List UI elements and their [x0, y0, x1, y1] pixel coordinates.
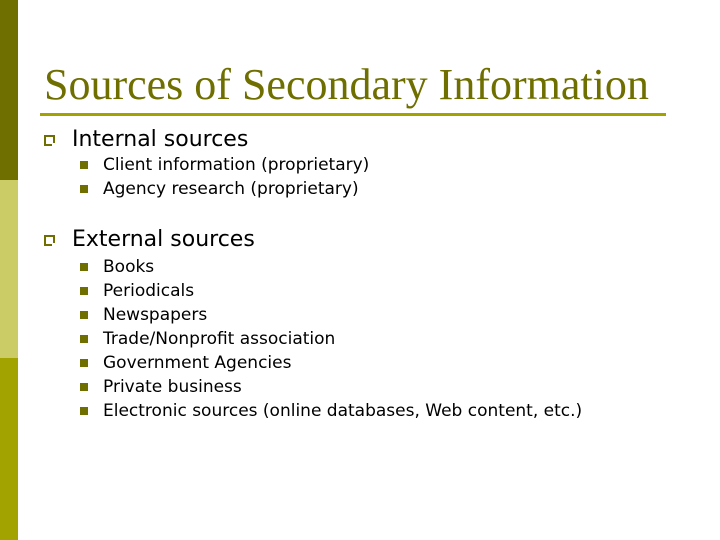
list-item-text: Newspapers: [103, 305, 208, 325]
list-item-text: Agency research (proprietary): [103, 179, 359, 199]
filled-square-bullet-icon: [80, 263, 88, 271]
side-accent-bar-bottom: [0, 358, 18, 540]
filled-square-bullet-icon: [80, 185, 88, 193]
list-item-text: Books: [103, 257, 155, 277]
filled-square-bullet-icon: [80, 359, 88, 367]
bullet-external-sources: [44, 225, 255, 255]
list-item-text: Client information (proprietary): [103, 155, 370, 175]
list-item-text: Periodicals: [103, 281, 195, 301]
filled-square-bullet-icon: [80, 335, 88, 343]
side-accent-bar-top: [0, 0, 18, 180]
filled-square-bullet-icon: [80, 407, 88, 415]
list-item: [80, 375, 242, 399]
list-item-text: Trade/Nonprofit association: [103, 329, 336, 349]
list-item: [80, 153, 369, 177]
filled-square-bullet-icon: [80, 161, 88, 169]
filled-square-bullet-icon: [80, 383, 88, 391]
filled-square-bullet-icon: [80, 287, 88, 295]
list-item-text: Private business: [103, 377, 242, 397]
bullet-internal-sources: [44, 125, 248, 155]
hollow-square-bullet-icon: [44, 235, 55, 246]
slide-title: Sources of Secondary Information: [44, 60, 649, 109]
list-item: [80, 327, 335, 351]
list-item: [80, 399, 582, 423]
filled-square-bullet-icon: [80, 311, 88, 319]
list-item: [80, 255, 154, 279]
list-item-text: Government Agencies: [103, 353, 292, 373]
bullet-label: External sources: [72, 227, 255, 252]
bullet-label: Internal sources: [72, 127, 249, 152]
title-underline: [40, 113, 666, 116]
list-item: [80, 351, 291, 375]
list-item: [80, 177, 359, 201]
list-item-text: Electronic sources (online databases, Web content, etc.): [103, 401, 583, 421]
hollow-square-bullet-icon: [44, 135, 55, 146]
list-item: [80, 303, 207, 327]
side-accent-bar-middle: [0, 180, 18, 358]
list-item: [80, 279, 194, 303]
